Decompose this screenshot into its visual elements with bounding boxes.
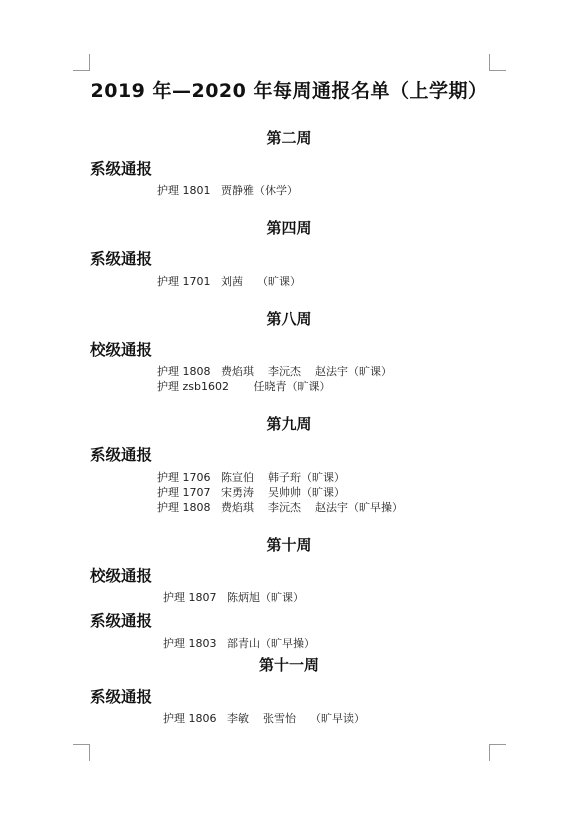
notice-level: 系级通报 bbox=[90, 612, 153, 630]
margin-corner-top-right bbox=[489, 54, 506, 71]
notice-level: 系级通报 bbox=[90, 688, 153, 706]
week-heading: 第十周 bbox=[266, 536, 312, 554]
entry-line: 护理 1701 刘茜 （旷课） bbox=[157, 275, 301, 288]
notice-level: 系级通报 bbox=[90, 446, 153, 464]
document-title: 2019 年—2020 年每周通报名单（上学期） bbox=[90, 80, 488, 102]
entry-line: 护理 1803 部青山（旷早操） bbox=[163, 637, 315, 650]
notice-level: 系级通报 bbox=[90, 250, 153, 268]
entry-line: 护理 zsb1602 任晓青（旷课） bbox=[157, 380, 331, 393]
week-heading: 第八周 bbox=[266, 310, 312, 328]
entry-line: 护理 1808 费焰琪 李沅杰 赵法宇（旷课） bbox=[157, 365, 392, 378]
week-heading: 第九周 bbox=[266, 415, 312, 433]
margin-corner-bottom-right bbox=[489, 744, 506, 761]
entry-line: 护理 1801 贾静雅（休学） bbox=[157, 184, 298, 197]
entry-line: 护理 1707 宋勇涛 吴帅帅（旷课） bbox=[157, 486, 345, 499]
entry-line: 护理 1807 陈炳旭（旷课） bbox=[163, 591, 304, 604]
week-heading: 第十一周 bbox=[258, 656, 319, 674]
margin-corner-bottom-left bbox=[73, 744, 90, 761]
notice-level: 系级通报 bbox=[90, 160, 153, 178]
notice-level: 校级通报 bbox=[90, 567, 153, 585]
entry-line: 护理 1808 费焰琪 李沅杰 赵法宇（旷早操） bbox=[157, 501, 403, 514]
margin-corner-top-left bbox=[73, 54, 90, 71]
entry-line: 护理 1806 李敏 张雪怡 （旷早读） bbox=[163, 712, 365, 725]
week-heading: 第四周 bbox=[266, 219, 312, 237]
entry-line: 护理 1706 陈宣伯 韩子珩（旷课） bbox=[157, 471, 345, 484]
notice-level: 校级通报 bbox=[90, 341, 153, 359]
week-heading: 第二周 bbox=[266, 129, 312, 147]
